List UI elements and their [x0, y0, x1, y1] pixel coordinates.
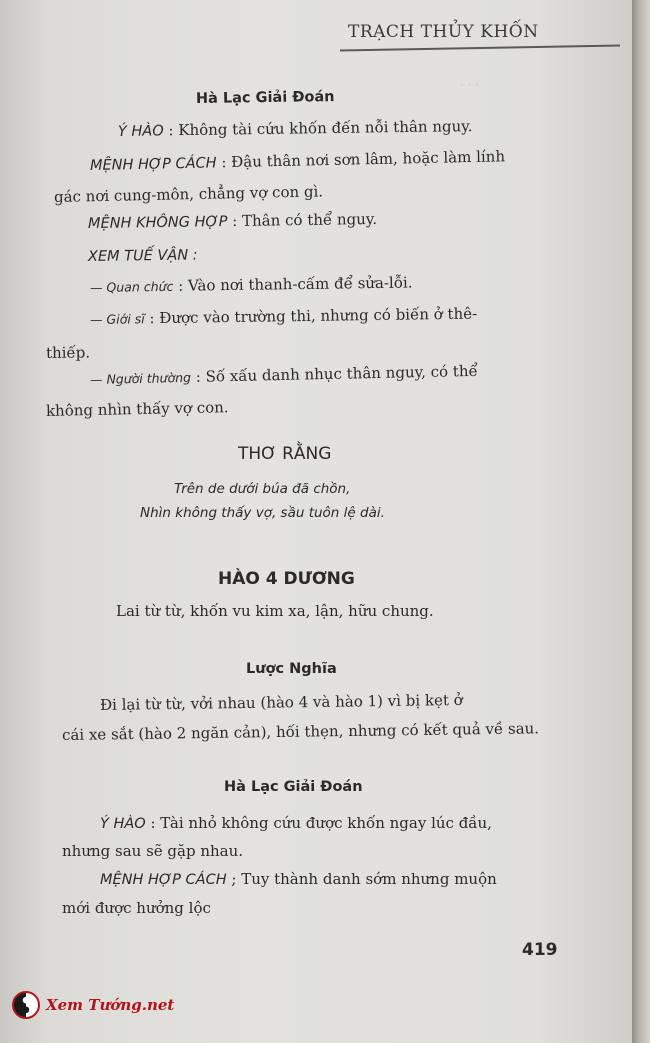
- subheading-ha-lac: Hà Lạc Giải Đoán: [224, 779, 363, 795]
- label-quan-chuc: — Quan chức: [89, 278, 174, 295]
- paragraph-line: [100, 816, 492, 832]
- logo-text: Xem Tướng.net: [46, 996, 175, 1014]
- watermark-logo: [12, 990, 174, 1020]
- poem-line-2: Nhìn không thấy vợ, sầu tuôn lệ dài.: [140, 505, 385, 521]
- paragraph-line: không nhìn thấy vợ con.: [45, 398, 229, 420]
- text-menh-hop: : Đậu thân nơi sơn lâm, hoặc làm lính: [221, 147, 506, 172]
- text-gioi-si: : Được vào trường thi, nhưng có biến ở thê-: [149, 304, 478, 328]
- section-heading: Hà Lạc Giải Đoán: [195, 89, 335, 107]
- bleed-through-text: · · ·: [460, 78, 480, 92]
- text-y-hao: : Không tài cứu khốn đến nỗi thân nguy.: [168, 117, 473, 140]
- label-menh-hop: MỆNH HỢP CÁCH: [100, 872, 227, 888]
- paragraph-line: [118, 119, 473, 139]
- paragraph-line: cái xe sắt (hào 2 ngăn cản), hối thẹn, nhưng có kết quả về sau.: [61, 719, 540, 744]
- header-rule: [340, 45, 620, 52]
- text-menh-khong: : Thân có thể nguy.: [232, 209, 378, 230]
- text-quan-chuc: : Vào nơi thanh-cấm để sửa-lỗi.: [178, 273, 413, 295]
- label-gioi-si: — Giới sĩ: [89, 311, 145, 327]
- text-menh-hop: ; Tuy thành danh sớm nhưng muộn: [231, 870, 497, 888]
- label-y-hao: Ý HÀO: [117, 123, 164, 140]
- book-spine: [632, 0, 650, 1043]
- poem-line-1: Trên de dưới búa đã chồn,: [174, 481, 351, 497]
- yin-yang-icon: [12, 991, 40, 1019]
- paragraph-line: [87, 209, 378, 232]
- paragraph-line: [90, 149, 505, 173]
- paragraph-line: [90, 275, 413, 295]
- section-heading: HÀO 4 DƯƠNG: [218, 569, 355, 589]
- paragraph-line: Đi lại từ từ, vởi nhau (hào 4 và hào 1) vì bị kẹt ở: [99, 690, 463, 714]
- text-nguoi-thuong: : Số xấu danh nhục thân nguy, có thể: [195, 361, 478, 386]
- paragraph-line: mới được hưởng lộc: [62, 899, 211, 917]
- paragraph-line: [89, 304, 478, 328]
- paragraph-line: [89, 361, 478, 387]
- label-xem-tue-van: XEM TUẾ VẬN :: [87, 247, 198, 265]
- running-header: TRẠCH THỦY KHỐN: [348, 22, 539, 42]
- subheading-luoc-nghia: Lược Nghĩa: [246, 661, 337, 677]
- page-number: 419: [522, 940, 558, 960]
- poem-heading: THƠ RẰNG: [238, 444, 332, 464]
- label-menh-hop: MỆNH HỢP CÁCH: [89, 155, 217, 174]
- paragraph-line: gác nơi cung-môn, chẳng vợ con gì.: [53, 182, 324, 206]
- text-y-hao: : Tài nhỏ không cứu được khốn ngay lúc đầu,: [150, 814, 492, 832]
- paragraph-line: nhưng sau sẽ gặp nhau.: [62, 842, 244, 860]
- label-nguoi-thuong: — Người thường: [89, 369, 192, 387]
- label-y-hao: Ý HÀO: [100, 816, 146, 832]
- paragraph-line: thiếp.: [45, 343, 91, 362]
- section-subtitle: Lai từ từ, khốn vu kim xa, lận, hữu chung.: [116, 602, 434, 620]
- label-menh-khong: MỆNH KHÔNG HỢP: [87, 214, 228, 232]
- paragraph-line: [100, 872, 497, 888]
